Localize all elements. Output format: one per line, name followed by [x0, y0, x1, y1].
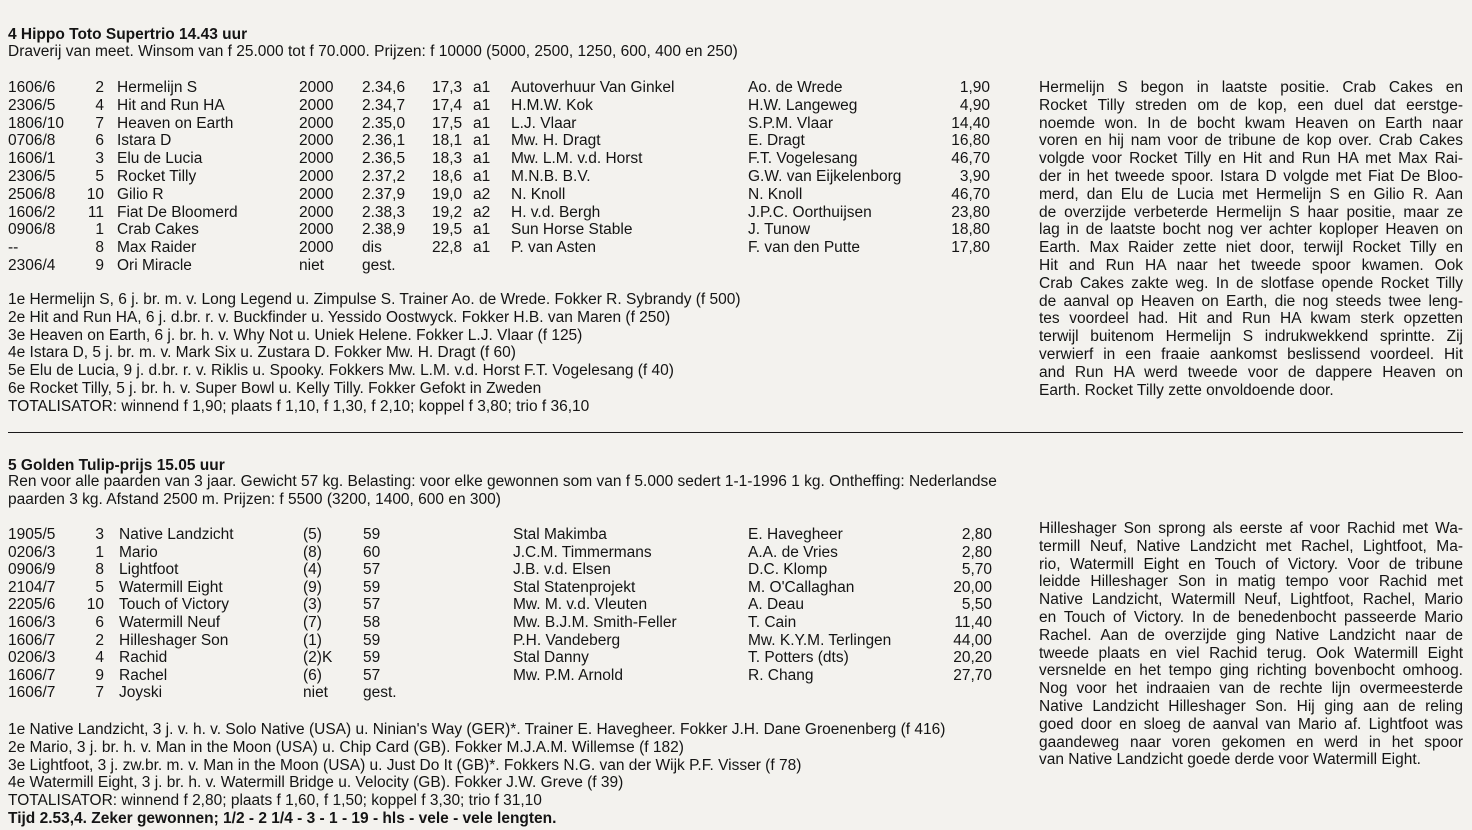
form-cell: 1806/10	[8, 114, 65, 132]
horse-cell: Watermill Eight	[119, 578, 223, 596]
odds-cell: 2,80	[961, 526, 992, 543]
narrative-line: de overzijde verbeterde Hermelijn S haar positie, maar ze	[1039, 203, 1463, 221]
odds-cell: 3,90	[959, 168, 990, 185]
odds-cell: 2,80	[961, 543, 992, 561]
jockey-cell: E. Havegheer	[748, 526, 843, 543]
race4-narrative	[1039, 79, 1463, 399]
narrative-line: verwierf in een fraaie aankomst beslissend voordeel. Hit	[1039, 345, 1463, 363]
footnote-line: TOTALISATOR: winnend f 2,80; plaats f 1,60, f 1,50; koppel f 3,30; trio f 31,10	[8, 792, 542, 810]
form-cell: 1606/7	[8, 631, 56, 649]
odds-cell: 5,70	[961, 561, 992, 579]
odds-cell: 11,40	[954, 614, 992, 631]
weight-cell: 60	[363, 543, 381, 561]
class-cell: a1	[473, 150, 491, 168]
race5-final-time: Tijd 2.53,4. Zeker gewonnen; 1/2 - 2 1/4 - 3 - 1 - 19 - hls - vele - vele lengten.	[8, 810, 557, 827]
class-cell: a1	[473, 221, 491, 239]
time-cell: 2.37,9	[362, 185, 406, 203]
jockey-cell: Mw. K.Y.M. Terlingen	[748, 631, 892, 649]
number-cell: 1	[95, 543, 104, 561]
odds-cell: 20,20	[953, 649, 992, 667]
box-cell: (7)	[303, 614, 322, 631]
number-cell: 6	[95, 614, 104, 631]
horse-cell: Joyski	[119, 684, 163, 702]
number-cell: 7	[95, 684, 104, 702]
form-cell: 2205/6	[8, 596, 56, 614]
box-cell: (9)	[303, 578, 322, 596]
time-cell: 2.36,1	[362, 132, 406, 150]
horse-cell: Hilleshager Son	[119, 631, 229, 649]
form-cell: 0206/3	[8, 649, 56, 667]
footnote-line: TOTALISATOR: winnend f 1,90; plaats f 1,10, f 1,30, f 2,10; koppel f 3,80; trio f 36,10	[8, 397, 590, 415]
narrative-line: Rocket Tilly streden om de kop, een duel dat eerstge-	[1039, 96, 1463, 114]
odds-cell: 46,70	[951, 150, 990, 168]
class-cell: a1	[473, 132, 491, 150]
distance-cell: 2000	[299, 114, 334, 132]
narrative-line: Crab Cakes zakte weg. In de slotfase opende Rocket Tilly	[1039, 274, 1463, 292]
narrative-line: voren en hij nam voor de tribune de kop over. Crab Cakes	[1039, 132, 1463, 150]
number-cell: 2	[95, 79, 104, 96]
driver-cell: E. Dragt	[748, 132, 805, 150]
narrative-line: volgde voor Rocket Tilly en Hit and Run HA met Max Rai-	[1039, 150, 1463, 168]
horse-cell: Crab Cakes	[117, 221, 199, 239]
horse-cell: Rachid	[119, 649, 168, 667]
number-cell: 8	[95, 561, 104, 579]
owner-cell: Sun Horse Stable	[511, 221, 633, 239]
narrative-line: Nog voor het indraaien van de rechte lijn overmeesterde	[1039, 680, 1463, 698]
number-cell: 9	[95, 257, 104, 274]
owner-cell: P. van Asten	[511, 239, 597, 257]
time-cell: 2.37,2	[362, 168, 406, 185]
horse-cell: Fiat De Bloomerd	[117, 203, 238, 221]
record-cell: 19,5	[432, 221, 463, 239]
distance-cell: 2000	[299, 132, 334, 150]
distance-cell: 2000	[299, 168, 334, 185]
race5-narrative	[1039, 520, 1463, 769]
footnote-line: 6e Rocket Tilly, 5 j. br. h. v. Super Bowl u. Kelly Tilly. Fokker Gefokt in Zweden	[8, 380, 542, 397]
narrative-line: leidde Hilleshager Son in matig tempo voor Rachid met	[1039, 573, 1463, 591]
narrative-line: merd, dan Elu de Lucia met Hermelijn S en Gilio R. Aan	[1039, 185, 1463, 203]
record-cell: 19,2	[432, 203, 463, 221]
narrative-line: Native Landzicht Hilleshager Son. Hij ging aan de reling	[1039, 697, 1463, 715]
form-cell: 2306/5	[8, 168, 56, 185]
odds-cell: 1,90	[959, 79, 990, 96]
owner-cell: L.J. Vlaar	[511, 114, 577, 132]
number-cell: 2	[95, 631, 104, 649]
odds-cell: 14,40	[951, 114, 990, 132]
narrative-line: noemde won. In de bocht kwam Heaven on Earth naar	[1039, 114, 1463, 132]
weight-cell: 57	[363, 596, 381, 614]
footnote-line: 2e Hit and Run HA, 6 j. d.br. r. v. Buckfinder u. Yessido Oostwyck. Fokker H.B. van Maren (f 250)	[8, 308, 671, 326]
weight-cell: 58	[363, 614, 381, 631]
horse-cell: Ori Miracle	[117, 257, 192, 274]
box-cell: (3)	[303, 596, 322, 614]
box-cell: (6)	[303, 666, 322, 684]
owner-cell: Mw. B.J.M. Smith-Feller	[513, 614, 677, 631]
owner-cell: J.C.M. Timmermans	[513, 543, 652, 561]
owner-cell: Mw. P.M. Arnold	[513, 666, 623, 684]
distance-cell: 2000	[299, 79, 334, 96]
time-cell: dis	[362, 239, 382, 257]
class-cell: a2	[473, 203, 491, 221]
horse-cell: Rachel	[119, 666, 168, 684]
form-cell: 0206/3	[8, 543, 56, 561]
record-cell: 22,8	[432, 239, 463, 257]
owner-cell: J.B. v.d. Elsen	[513, 561, 611, 579]
jockey-cell: T. Potters (dts)	[748, 649, 849, 667]
race5-subtitle-line2: paarden 3 kg. Afstand 2500 m. Prijzen: f 5500 (3200, 1400, 600 en 300)	[8, 491, 501, 508]
footnote-line: 3e Lightfoot, 3 j. zw.br. m. v. Man in the Moon (USA) u. Just Do It (GB)*. Fokkers N.G. van der Wijk P.F. Visser (f 78)	[8, 756, 802, 774]
owner-cell: P.H. Vandeberg	[513, 631, 621, 649]
time-cell: 2.35,0	[362, 114, 406, 132]
jockey-cell: A. Deau	[748, 596, 805, 614]
narrative-line: and Run HA werd tweede voor de dappere Heaven on	[1039, 363, 1463, 381]
horse-cell: Native Landzicht	[119, 526, 234, 543]
horse-cell: Heaven on Earth	[117, 114, 234, 132]
footnote-line: 1e Native Landzicht, 3 j. v. h. v. Solo Native (USA) u. Ninian's Way (GER)*. Trainer E. Havegheer. Fokker J.H. Dane Groenenberg (f 416)	[8, 721, 946, 738]
race4-title: 4 Hippo Toto Supertrio 14.43 uur	[8, 26, 248, 43]
odds-cell: 20,00	[953, 578, 992, 596]
form-cell: 0906/9	[8, 561, 56, 579]
horse-cell: Mario	[119, 543, 158, 561]
horse-cell: Rocket Tilly	[117, 168, 197, 185]
driver-cell: J. Tunow	[748, 221, 811, 239]
narrative-line: en Touch of Victory. In de benedenbocht passeerde Mario	[1039, 608, 1463, 626]
distance-cell: 2000	[299, 203, 334, 221]
weight-cell: 57	[363, 666, 381, 684]
footnote-line: 3e Heaven on Earth, 6 j. br. h. v. Why Not u. Uniek Helene. Fokker L.J. Vlaar (f 125)	[8, 326, 583, 344]
class-cell: a1	[473, 96, 491, 114]
narrative-line: Hermelijn S begon in laatste positie. Crab Cakes en	[1039, 79, 1463, 96]
time-cell: 2.36,5	[362, 150, 406, 168]
narrative-line: de aanval op Heaven on Earth, die nog steeds twee leng-	[1039, 292, 1463, 310]
box-cell: (5)	[303, 526, 322, 543]
form-cell: 0706/8	[8, 132, 56, 150]
narrative-line: tweede plaats en viel Rachid terug. Ook Watermill Eight	[1039, 644, 1463, 662]
number-cell: 1	[95, 221, 104, 239]
number-cell: 9	[95, 666, 104, 684]
footnote-line: 1e Hermelijn S, 6 j. br. m. v. Long Legend u. Zimpulse S. Trainer Ao. de Wrede. Fokker R. Sybrandy (f 500)	[8, 291, 741, 308]
narrative-line: van Native Landzicht goede derde voor Watermill Eight.	[1039, 751, 1421, 769]
form-cell: 0906/8	[8, 221, 56, 239]
horse-cell: Hit and Run HA	[117, 96, 225, 114]
odds-cell: 46,70	[951, 185, 990, 203]
jockey-cell: A.A. de Vries	[748, 543, 838, 561]
form-cell: 1606/7	[8, 666, 56, 684]
narrative-line: termill Neuf, Native Landzicht met Rachel, Lightfoot, Ma-	[1039, 537, 1463, 555]
class-cell: a1	[473, 168, 491, 185]
owner-cell: Stal Statenprojekt	[513, 578, 636, 596]
form-cell: 1606/6	[8, 79, 56, 96]
number-cell: 7	[95, 114, 104, 132]
horse-cell: Lightfoot	[119, 561, 179, 579]
horse-cell: Elu de Lucia	[117, 150, 203, 168]
race4-subtitle: Draverij van meet. Winsom van f 25.000 tot f 70.000. Prijzen: f 10000 (5000, 2500, 1250, 600, 400 en 250)	[8, 43, 738, 60]
weight-cell: 57	[363, 561, 381, 579]
jockey-cell: M. O'Callaghan	[748, 578, 855, 596]
number-cell: 8	[95, 239, 104, 257]
time-cell: 2.34,7	[362, 96, 406, 114]
number-cell: 4	[95, 649, 104, 667]
narrative-line: terwijl buitenom Hermelijn S indrukwekkend sprintte. Zij	[1039, 328, 1463, 346]
number-cell: 4	[95, 96, 104, 114]
footnote-line: 4e Istara D, 5 j. br. m. v. Mark Six u. Zustara D. Fokker Mw. H. Dragt (f 60)	[8, 344, 516, 362]
driver-cell: H.W. Langeweg	[748, 96, 858, 114]
record-cell: 18,6	[432, 168, 463, 185]
narrative-line: Hit and Run HA naar het tweede spoor kwamen. Ook	[1039, 256, 1463, 274]
owner-cell: Mw. M. v.d. Vleuten	[513, 596, 648, 614]
form-cell: 1606/7	[8, 684, 56, 702]
narrative-line: Earth. Rocket Tilly zette onvoldoende door.	[1039, 381, 1334, 399]
distance-cell: 2000	[299, 239, 334, 257]
distance-cell: 2000	[299, 96, 334, 114]
narrative-line: Hilleshager Son sprong als eerste af voor Rachid met Wa-	[1039, 520, 1463, 537]
driver-cell: G.W. van Eijkelenborg	[748, 168, 902, 185]
footnote-line: 4e Watermill Eight, 3 j. br. h. v. Watermill Bridge u. Velocity (GB). Fokker J.W. Greve (f 39)	[8, 774, 624, 792]
form-cell: 1606/2	[8, 203, 56, 221]
record-cell: 19,0	[432, 185, 463, 203]
odds-cell: 27,70	[953, 666, 992, 684]
number-cell: 3	[95, 526, 104, 543]
number-cell: 10	[86, 596, 104, 614]
class-cell: a1	[473, 114, 491, 132]
narrative-line: Rachel. Aan de overzijde ging Native Landzicht naar de	[1039, 626, 1463, 644]
box-cell: niet	[303, 684, 328, 702]
number-cell: 10	[86, 185, 104, 203]
driver-cell: F. van den Putte	[748, 239, 861, 257]
odds-cell: 4,90	[959, 96, 990, 114]
record-cell: 18,3	[432, 150, 463, 168]
narrative-line: goed door en sloeg de aanval van Mario af. Lightfoot was	[1039, 715, 1463, 733]
jockey-cell: R. Chang	[748, 666, 814, 684]
number-cell: 3	[95, 150, 104, 168]
distance-cell: 2000	[299, 185, 334, 203]
narrative-line: versnelde en het tempo ging richting bovenbocht omhoog.	[1039, 662, 1463, 680]
narrative-line: Earth. Max Raider zette niet door, terwijl Rocket Tilly en	[1039, 239, 1463, 257]
narrative-line: tes voordeel had. Hit and Run HA kwam sterk opzetten	[1039, 310, 1463, 328]
form-cell: 2306/4	[8, 257, 56, 274]
horse-cell: Max Raider	[117, 239, 197, 257]
horse-cell: Watermill Neuf	[119, 614, 221, 631]
form-cell: --	[8, 239, 19, 257]
owner-cell: N. Knoll	[511, 185, 566, 203]
record-cell: 18,1	[432, 132, 463, 150]
record-cell: 17,4	[432, 96, 463, 114]
number-cell: 6	[95, 132, 104, 150]
horse-cell: Touch of Victory	[119, 596, 229, 614]
odds-cell: 44,00	[953, 631, 992, 649]
owner-cell: Stal Makimba	[513, 526, 607, 543]
owner-cell: M.N.B. B.V.	[511, 168, 591, 185]
class-cell: a2	[473, 185, 491, 203]
race5-title: 5 Golden Tulip-prijs 15.05 uur	[8, 457, 225, 474]
odds-cell: 5,50	[961, 596, 992, 614]
odds-cell: 16,80	[951, 132, 990, 150]
record-cell: 17,3	[432, 79, 463, 96]
number-cell: 5	[95, 578, 104, 596]
owner-cell: Stal Danny	[513, 649, 589, 667]
form-cell: 2506/8	[8, 185, 56, 203]
owner-cell: Mw. L.M. v.d. Horst	[511, 150, 643, 168]
narrative-line: der in het tweede spoor. Istara D volgde met Fiat De Bloo-	[1039, 167, 1463, 185]
form-cell: 1606/3	[8, 614, 56, 631]
weight-cell: 59	[363, 526, 381, 543]
form-cell: 2306/5	[8, 96, 56, 114]
box-cell: (8)	[303, 543, 322, 561]
driver-cell: Ao. de Wrede	[748, 79, 843, 96]
driver-cell: S.P.M. Vlaar	[748, 114, 834, 132]
odds-cell: 23,80	[951, 203, 990, 221]
section-divider	[8, 432, 1463, 433]
odds-cell: 17,80	[951, 239, 990, 257]
class-cell: a1	[473, 79, 491, 96]
race5-subtitle-line1: Ren voor alle paarden van 3 jaar. Gewicht 57 kg. Belasting: voor elke gewonnen som van f 5.000 sedert 1-1-1996 1 kg. Ontheffing: Nederlandse	[8, 473, 997, 490]
record-cell: 17,5	[432, 114, 463, 132]
narrative-line: Native Landzicht, Watermill Neuf, Lightfoot, Rachel, Mario	[1039, 591, 1463, 609]
form-cell: 1905/5	[8, 526, 56, 543]
odds-cell: 18,80	[951, 221, 990, 239]
time-cell: 2.38,3	[362, 203, 406, 221]
class-cell: a1	[473, 239, 491, 257]
time-cell: gest.	[362, 257, 396, 274]
number-cell: 11	[87, 203, 104, 221]
footnote-line: 2e Mario, 3 j. br. h. v. Man in the Moon (USA) u. Chip Card (GB). Fokker M.J.A.M. Willemse (f 182)	[8, 738, 684, 756]
driver-cell: F.T. Vogelesang	[748, 150, 858, 168]
distance-cell: niet	[299, 257, 324, 274]
owner-cell: Autoverhuur Van Ginkel	[511, 79, 675, 96]
number-cell: 5	[95, 168, 104, 185]
owner-cell: H. v.d. Bergh	[511, 203, 601, 221]
box-cell: (4)	[303, 561, 322, 579]
driver-cell: J.P.C. Oorthuijsen	[748, 203, 872, 221]
horse-cell: Hermelijn S	[117, 79, 198, 96]
footnote-line: 5e Elu de Lucia, 9 j. d.br. r. v. Riklis u. Spooky. Fokkers Mw. L.M. v.d. Horst F.T. Vogelesang (f 40)	[8, 362, 674, 380]
weight-cell: 59	[363, 631, 381, 649]
form-cell: 2104/7	[8, 578, 56, 596]
horse-cell: Gilio R	[117, 185, 164, 203]
distance-cell: 2000	[299, 150, 334, 168]
time-cell: 2.38,9	[362, 221, 406, 239]
time-cell: 2.34,6	[362, 79, 406, 96]
jockey-cell: T. Cain	[748, 614, 797, 631]
narrative-line: gaandeweg naar voren gekomen en werd in het spoor	[1039, 733, 1463, 751]
narrative-line: lag in de laatste bocht nog ver achter koploper Heaven on	[1039, 221, 1463, 239]
box-cell: (2)K	[303, 649, 333, 667]
weight-cell: 59	[363, 649, 381, 667]
driver-cell: N. Knoll	[748, 185, 803, 203]
jockey-cell: D.C. Klomp	[748, 561, 828, 579]
box-cell: (1)	[303, 631, 322, 649]
owner-cell: Mw. H. Dragt	[511, 132, 601, 150]
owner-cell: H.M.W. Kok	[511, 96, 593, 114]
form-cell: 1606/1	[8, 150, 56, 168]
horse-cell: Istara D	[117, 132, 172, 150]
weight-cell: gest.	[363, 684, 397, 702]
distance-cell: 2000	[299, 221, 334, 239]
weight-cell: 59	[363, 578, 381, 596]
narrative-line: rio, Watermill Eight en Touch of Victory. Voor de tribune	[1039, 555, 1463, 573]
